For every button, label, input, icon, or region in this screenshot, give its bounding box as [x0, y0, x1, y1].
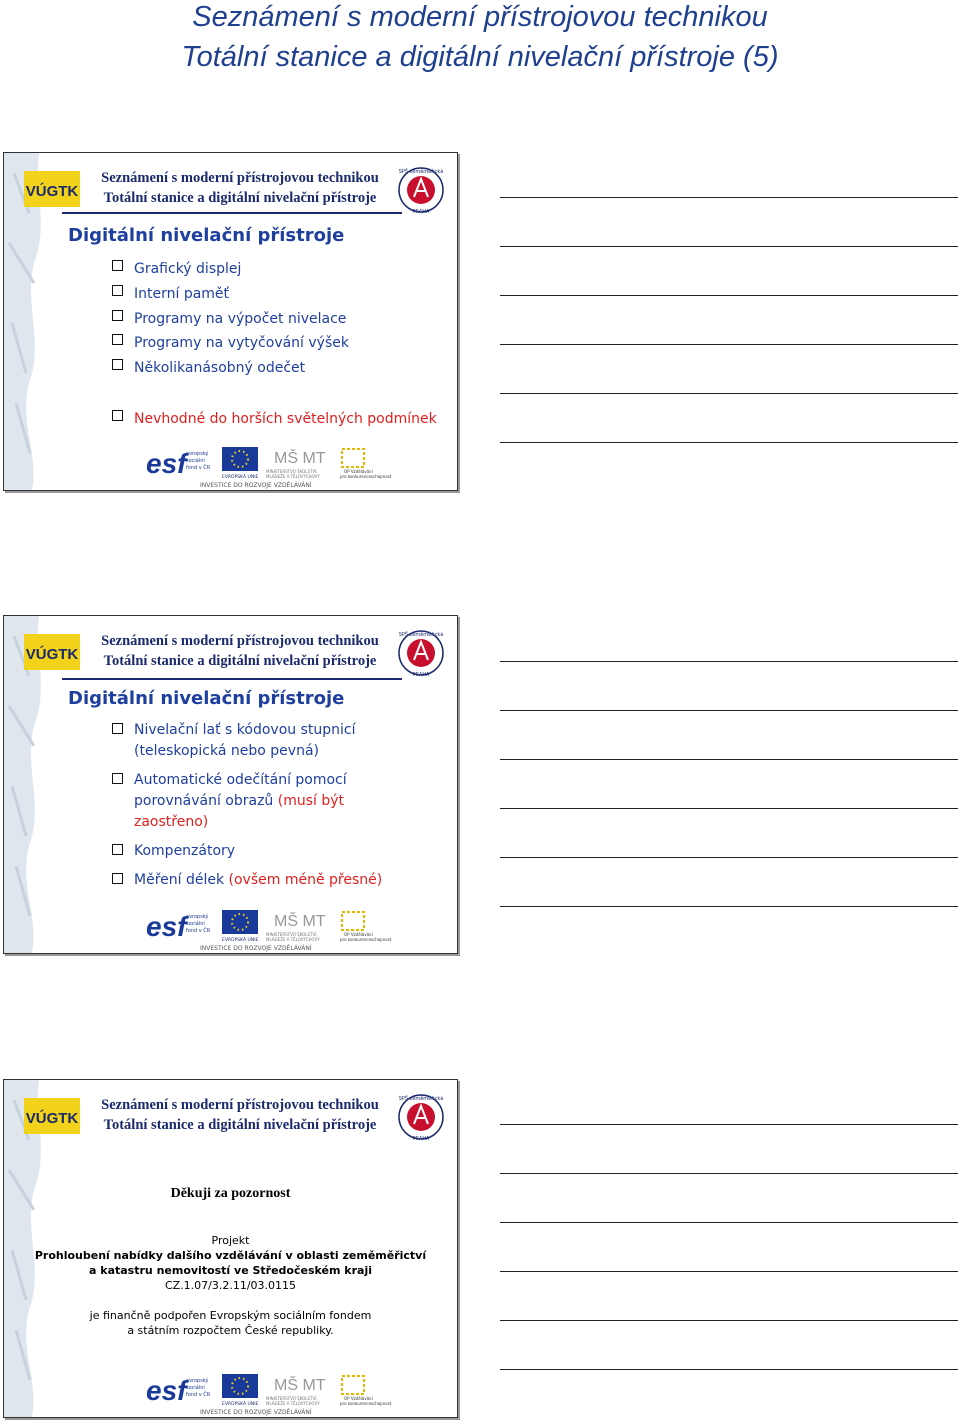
bullet-list	[112, 257, 349, 381]
slide-2	[3, 615, 458, 954]
esf-logo: esf	[146, 1375, 187, 1406]
svg-text:EVROPSKÁ UNIE: EVROPSKÁ UNIE	[222, 475, 259, 480]
svg-text:MINISTERSTVO ŠKOLSTVÍ,: MINISTERSTVO ŠKOLSTVÍ,	[266, 932, 318, 937]
svg-text:MLÁDEŽE A TĚLOVÝCHOVY: MLÁDEŽE A TĚLOVÝCHOVY	[266, 474, 320, 479]
sps-logo-bottom-text: PRAHA	[412, 209, 430, 215]
svg-text:MLÁDEŽE A TĚLOVÝCHOVY: MLÁDEŽE A TĚLOVÝCHOVY	[266, 937, 320, 942]
slide-header	[90, 631, 390, 671]
note-line	[500, 246, 958, 247]
list-item	[112, 257, 349, 282]
checkbox-icon	[112, 873, 123, 884]
notes-area	[500, 0, 958, 1421]
svg-text:pro konkurenceschopnost: pro konkurenceschopnost	[340, 1401, 392, 1406]
note-line	[500, 1271, 958, 1272]
bullet-text: Kompenzátory	[134, 843, 236, 859]
slide-header-line2: Totální stanice a digitální nivelační přístroje	[103, 1117, 377, 1133]
bullet-text: Programy na vytyčování výšek	[134, 335, 349, 352]
svg-text:fond v ČR: fond v ČR	[186, 465, 211, 471]
svg-text:MLÁDEŽE A TĚLOVÝCHOVY: MLÁDEŽE A TĚLOVÝCHOVY	[266, 1401, 320, 1406]
vugtk-logo-text: VÚGTK	[25, 646, 79, 663]
checkbox-icon	[112, 359, 123, 370]
slide-header-line2: Totální stanice a digitální nivelační přístroje	[103, 190, 377, 206]
slide-header	[90, 168, 390, 208]
bullet-list	[112, 720, 382, 891]
msmt-logo: MŠ MT	[274, 1377, 326, 1394]
list-item	[112, 307, 349, 332]
list-item	[112, 282, 349, 307]
vugtk-logo	[24, 634, 80, 670]
warning-text: Nevhodné do horších světelných podmínek	[134, 411, 437, 427]
note-line	[500, 661, 958, 662]
svg-text:sociální: sociální	[186, 1385, 205, 1391]
list-item	[112, 356, 349, 381]
slide-3	[3, 1079, 458, 1418]
svg-text:EVROPSKÁ UNIE: EVROPSKÁ UNIE	[222, 1402, 259, 1407]
funding-line1: je finančně podpořen Evropským sociálním fondem	[89, 1309, 372, 1322]
bullet-text: Automatické odečítání pomocí	[134, 772, 347, 788]
bullet-text: Několikanásobný odečet	[134, 360, 306, 377]
svg-text:evropský: evropský	[186, 1378, 209, 1384]
svg-text:MINISTERSTVO ŠKOLSTVÍ,: MINISTERSTVO ŠKOLSTVÍ,	[266, 469, 318, 474]
note-line	[500, 857, 958, 858]
sps-logo-bottom-text: PRAHA	[412, 1136, 430, 1142]
svg-text:sociální: sociální	[186, 458, 205, 464]
bullet-text: Interní paměť	[134, 285, 230, 302]
warning-list	[112, 407, 437, 431]
svg-text:MINISTERSTVO ŠKOLSTVÍ,: MINISTERSTVO ŠKOLSTVÍ,	[266, 1396, 318, 1401]
op-logo-icon	[342, 912, 364, 930]
funding-line2: a státním rozpočtem České republiky.	[127, 1324, 334, 1337]
thanks-heading: Děkuji za pozornost	[170, 1186, 291, 1201]
checkbox-icon	[112, 334, 123, 345]
note-line	[500, 1369, 958, 1370]
op-logo-icon	[342, 1376, 364, 1394]
vugtk-logo	[24, 171, 80, 207]
note-line	[500, 442, 958, 443]
funding-logos	[144, 443, 392, 489]
vugtk-logo	[24, 1098, 80, 1134]
checkbox-icon	[112, 723, 123, 734]
msmt-logo: MŠ MT	[274, 450, 326, 467]
svg-text:fond v ČR: fond v ČR	[186, 928, 211, 934]
bullet-text: porovnávání obrazů	[134, 793, 274, 809]
project-info	[4, 1233, 457, 1338]
note-line	[500, 295, 958, 296]
slide-header	[90, 1095, 390, 1135]
bullet-note: (ovšem méně přesné)	[228, 872, 383, 888]
list-item	[112, 720, 382, 762]
funding-logos	[144, 906, 392, 952]
msmt-logo: MŠ MT	[274, 913, 326, 930]
svg-text:pro konkurenceschopnost: pro konkurenceschopnost	[340, 937, 392, 942]
svg-text:INVESTICE DO ROZVOJE VZDĚLÁVÁN: INVESTICE DO ROZVOJE VZDĚLÁVÁNÍ	[200, 482, 312, 489]
note-line	[500, 759, 958, 760]
svg-text:INVESTICE DO ROZVOJE VZDĚLÁVÁN: INVESTICE DO ROZVOJE VZDĚLÁVÁNÍ	[200, 945, 312, 952]
vugtk-logo-text: VÚGTK	[25, 1110, 79, 1127]
svg-text:OP Vzdělávání: OP Vzdělávání	[344, 932, 373, 937]
note-line	[500, 808, 958, 809]
bullet-text: (teleskopická nebo pevná)	[134, 743, 319, 759]
checkbox-icon	[112, 410, 123, 421]
page-title-line2: Totální stanice a digitální nivelační přístroje (5)	[181, 41, 779, 73]
checkbox-icon	[112, 260, 123, 271]
note-line	[500, 1173, 958, 1174]
header-rule	[62, 678, 402, 680]
sps-logo-top-text: SPŠ zeměměřická	[398, 1096, 444, 1102]
note-line	[500, 1222, 958, 1223]
svg-text:evropský: evropský	[186, 914, 209, 920]
vugtk-logo-text: VÚGTK	[25, 183, 79, 200]
sps-zememericka-logo	[394, 165, 448, 215]
project-name-line2: a katastru nemovitostí ve Středočeském kraji	[89, 1264, 372, 1277]
svg-text:evropský: evropský	[186, 451, 209, 457]
svg-text:fond v ČR: fond v ČR	[186, 1392, 211, 1398]
project-label: Projekt	[211, 1234, 250, 1247]
bullet-text: Nivelační lať s kódovou stupnicí	[134, 722, 356, 738]
sps-zememericka-logo	[394, 1092, 448, 1142]
sps-logo-top-text: SPŠ zeměměřická	[398, 169, 444, 175]
list-item	[112, 770, 382, 833]
svg-text:pro konkurenceschopnost: pro konkurenceschopnost	[340, 474, 392, 479]
svg-text:INVESTICE DO ROZVOJE VZDĚLÁVÁN: INVESTICE DO ROZVOJE VZDĚLÁVÁNÍ	[200, 1409, 312, 1416]
slide-header-line1: Seznámení s moderní přístrojovou technikou	[101, 1097, 379, 1113]
note-line	[500, 710, 958, 711]
project-code: CZ.1.07/3.2.11/03.0115	[164, 1279, 297, 1292]
svg-text:OP Vzdělávání: OP Vzdělávání	[344, 1396, 373, 1401]
list-item	[112, 407, 437, 431]
note-line	[500, 1320, 958, 1321]
checkbox-icon	[112, 844, 123, 855]
note-line	[500, 906, 958, 907]
page-title-line1: Seznámení s moderní přístrojovou technikou	[192, 1, 768, 33]
slide-header-line1: Seznámení s moderní přístrojovou technikou	[101, 633, 379, 649]
svg-text:sociální: sociální	[186, 921, 205, 927]
op-logo-icon	[342, 449, 364, 467]
svg-text:OP Vzdělávání: OP Vzdělávání	[344, 469, 373, 474]
slide-header-line1: Seznámení s moderní přístrojovou technikou	[101, 170, 379, 186]
note-line	[500, 393, 958, 394]
slide-title: Digitální nivelační přístroje	[68, 688, 345, 709]
svg-text:EVROPSKÁ UNIE: EVROPSKÁ UNIE	[222, 938, 259, 943]
bullet-note: (musí být	[277, 793, 345, 809]
slide-title: Digitální nivelační přístroje	[68, 225, 345, 246]
funding-logos	[144, 1370, 392, 1416]
slide-1	[3, 152, 458, 491]
slide-header-line2: Totální stanice a digitální nivelační přístroje	[103, 653, 377, 669]
checkbox-icon	[112, 310, 123, 321]
sps-zememericka-logo	[394, 628, 448, 678]
bullet-text: Měření délek	[134, 872, 225, 888]
note-line	[500, 197, 958, 198]
project-name-line1: Prohloubení nabídky dalšího vzdělávání v oblasti zeměměřictví	[34, 1249, 427, 1262]
list-item	[112, 841, 382, 862]
header-rule	[62, 212, 402, 214]
bullet-note: zaostřeno)	[134, 814, 209, 830]
checkbox-icon	[112, 773, 123, 784]
checkbox-icon	[112, 285, 123, 296]
bullet-text: Grafický displej	[134, 261, 242, 277]
sps-logo-bottom-text: PRAHA	[412, 672, 430, 678]
list-item	[112, 870, 382, 891]
sps-logo-top-text: SPŠ zeměměřická	[398, 632, 444, 638]
esf-logo: esf	[146, 911, 187, 942]
note-line	[500, 344, 958, 345]
list-item	[112, 331, 349, 356]
esf-logo: esf	[146, 448, 187, 479]
bullet-text: Programy na výpočet nivelace	[134, 310, 347, 327]
note-line	[500, 1124, 958, 1125]
